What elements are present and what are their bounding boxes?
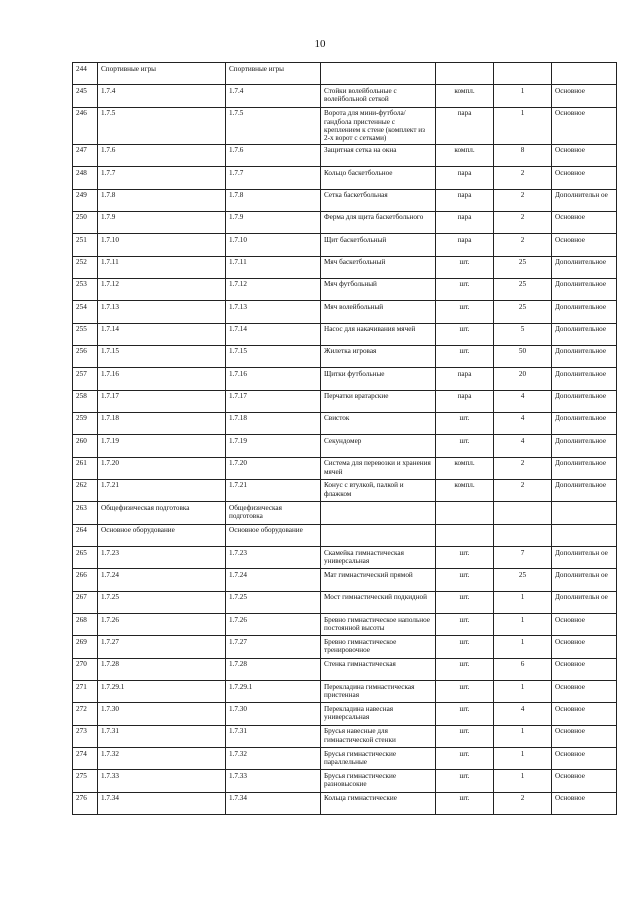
- row-number-cell: 247: [73, 144, 98, 166]
- quantity-cell: 1: [494, 770, 552, 792]
- item-code-cell: 1.7.31: [226, 725, 321, 747]
- unit-cell: пара: [436, 211, 494, 233]
- quantity-cell: 2: [494, 479, 552, 501]
- equipment-type-cell: [552, 524, 617, 546]
- equipment-type-cell: Основное: [552, 107, 617, 144]
- section-code-cell: 1.7.12: [98, 278, 226, 300]
- unit-cell: шт.: [436, 435, 494, 457]
- equipment-type-cell: Основное: [552, 770, 617, 792]
- row-number-cell: 260: [73, 435, 98, 457]
- item-name-cell: Перекладина гимнастическая пристенная: [321, 681, 436, 703]
- quantity-cell: 5: [494, 323, 552, 345]
- section-code-cell: 1.7.6: [98, 144, 226, 166]
- equipment-type-cell: Дополнительное: [552, 412, 617, 434]
- item-name-cell: Сетка баскетбольная: [321, 189, 436, 211]
- item-code-cell: 1.7.17: [226, 390, 321, 412]
- equipment-type-cell: Основное: [552, 167, 617, 189]
- unit-cell: пара: [436, 189, 494, 211]
- quantity-cell: 25: [494, 569, 552, 591]
- equipment-type-cell: [552, 502, 617, 524]
- table-row: [73, 748, 617, 770]
- unit-cell: шт.: [436, 412, 494, 434]
- row-number-cell: 269: [73, 636, 98, 658]
- table-row: [73, 107, 617, 144]
- equipment-type-cell: Основное: [552, 144, 617, 166]
- section-code-cell: 1.7.18: [98, 412, 226, 434]
- unit-cell: пара: [436, 234, 494, 256]
- item-name-cell: [321, 502, 436, 524]
- item-code-cell: 1.7.32: [226, 748, 321, 770]
- table-row: [73, 658, 617, 680]
- item-name-cell: Брусья гимнастические разновысокие: [321, 770, 436, 792]
- table-row: [73, 390, 617, 412]
- unit-cell: шт.: [436, 614, 494, 636]
- item-name-cell: Перчатки вратарские: [321, 390, 436, 412]
- quantity-cell: 6: [494, 658, 552, 680]
- equipment-type-cell: Дополнительное: [552, 435, 617, 457]
- unit-cell: шт.: [436, 591, 494, 613]
- row-number-cell: 271: [73, 681, 98, 703]
- section-code-cell: 1.7.23: [98, 547, 226, 569]
- item-name-cell: Перекладина навесная универсальная: [321, 703, 436, 725]
- section-code-cell: 1.7.28: [98, 658, 226, 680]
- equipment-type-cell: Основное: [552, 748, 617, 770]
- row-number-cell: 274: [73, 748, 98, 770]
- equipment-type-cell: [552, 63, 617, 85]
- quantity-cell: 25: [494, 301, 552, 323]
- page-number: 10: [314, 38, 326, 50]
- quantity-cell: 8: [494, 144, 552, 166]
- item-name-cell: Мяч волейбольный: [321, 301, 436, 323]
- unit-cell: шт.: [436, 792, 494, 814]
- row-number-cell: 264: [73, 524, 98, 546]
- table-row: [73, 167, 617, 189]
- item-code-cell: 1.7.4: [226, 85, 321, 107]
- table-row: [73, 457, 617, 479]
- item-code-cell: 1.7.24: [226, 569, 321, 591]
- equipment-type-cell: Дополнительн ое: [552, 189, 617, 211]
- item-name-cell: Ферма для щита баскетбольного: [321, 211, 436, 233]
- quantity-cell: 25: [494, 256, 552, 278]
- item-name-cell: Стойки волейбольные с волейбольной сеткой: [321, 85, 436, 107]
- table-row: [73, 234, 617, 256]
- table-row: [73, 636, 617, 658]
- unit-cell: шт.: [436, 681, 494, 703]
- quantity-cell: 25: [494, 278, 552, 300]
- quantity-cell: 20: [494, 368, 552, 390]
- unit-cell: компл.: [436, 85, 494, 107]
- table-row: [73, 144, 617, 166]
- quantity-cell: 1: [494, 107, 552, 144]
- item-name-cell: Бревно гимнастическое напольное постоянной высоты: [321, 614, 436, 636]
- item-name-cell: Мат гимнастический прямой: [321, 569, 436, 591]
- equipment-type-cell: Дополнительное: [552, 345, 617, 367]
- table-row: [73, 211, 617, 233]
- item-name-cell: Бревно гимнастическое тренировочное: [321, 636, 436, 658]
- table-row: [73, 547, 617, 569]
- item-name-cell: Защитная сетка на окна: [321, 144, 436, 166]
- section-code-cell: 1.7.13: [98, 301, 226, 323]
- section-code-cell: 1.7.25: [98, 591, 226, 613]
- item-code-cell: 1.7.14: [226, 323, 321, 345]
- table-row: [73, 345, 617, 367]
- quantity-cell: 4: [494, 435, 552, 457]
- section-code-cell: 1.7.14: [98, 323, 226, 345]
- equipment-type-cell: Основное: [552, 234, 617, 256]
- section-code-cell: 1.7.11: [98, 256, 226, 278]
- item-name-cell: Секундомер: [321, 435, 436, 457]
- item-code-cell: 1.7.13: [226, 301, 321, 323]
- item-name-cell: Свисток: [321, 412, 436, 434]
- equipment-type-cell: Основное: [552, 211, 617, 233]
- equipment-table: [72, 62, 617, 815]
- unit-cell: пара: [436, 390, 494, 412]
- unit-cell: шт.: [436, 323, 494, 345]
- row-number-cell: 255: [73, 323, 98, 345]
- equipment-type-cell: Дополнительное: [552, 368, 617, 390]
- item-code-cell: 1.7.11: [226, 256, 321, 278]
- item-code-cell: 1.7.5: [226, 107, 321, 144]
- unit-cell: шт.: [436, 569, 494, 591]
- row-number-cell: 262: [73, 479, 98, 501]
- item-name-cell: Стенка гимнастическая: [321, 658, 436, 680]
- table-row: [73, 256, 617, 278]
- unit-cell: компл.: [436, 144, 494, 166]
- unit-cell: [436, 502, 494, 524]
- row-number-cell: 253: [73, 278, 98, 300]
- table-row: [73, 524, 617, 546]
- item-name-cell: Конус с втулкой, палкой и флажком: [321, 479, 436, 501]
- equipment-type-cell: Основное: [552, 614, 617, 636]
- quantity-cell: 7: [494, 547, 552, 569]
- quantity-cell: 1: [494, 636, 552, 658]
- quantity-cell: 1: [494, 681, 552, 703]
- equipment-type-cell: Дополнительное: [552, 390, 617, 412]
- section-code-cell: 1.7.17: [98, 390, 226, 412]
- row-number-cell: 252: [73, 256, 98, 278]
- unit-cell: шт.: [436, 278, 494, 300]
- unit-cell: компл.: [436, 457, 494, 479]
- row-number-cell: 272: [73, 703, 98, 725]
- equipment-type-cell: Основное: [552, 681, 617, 703]
- table-row: [73, 725, 617, 747]
- quantity-cell: 2: [494, 234, 552, 256]
- quantity-cell: 2: [494, 457, 552, 479]
- row-number-cell: 263: [73, 502, 98, 524]
- equipment-type-cell: Дополнительное: [552, 479, 617, 501]
- equipment-type-cell: Основное: [552, 85, 617, 107]
- item-name-cell: Мяч баскетбольный: [321, 256, 436, 278]
- item-name-cell: Щитки футбольные: [321, 368, 436, 390]
- item-code-cell: 1.7.12: [226, 278, 321, 300]
- item-code-cell: 1.7.27: [226, 636, 321, 658]
- item-code-cell: 1.7.8: [226, 189, 321, 211]
- quantity-cell: 4: [494, 390, 552, 412]
- unit-cell: шт.: [436, 658, 494, 680]
- equipment-type-cell: Дополнительное: [552, 301, 617, 323]
- section-code-cell: 1.7.20: [98, 457, 226, 479]
- row-number-cell: 251: [73, 234, 98, 256]
- section-code-cell: 1.7.9: [98, 211, 226, 233]
- item-code-cell: 1.7.26: [226, 614, 321, 636]
- quantity-cell: 2: [494, 211, 552, 233]
- unit-cell: шт.: [436, 256, 494, 278]
- section-code-cell: 1.7.8: [98, 189, 226, 211]
- item-code-cell: 1.7.25: [226, 591, 321, 613]
- section-code-cell: 1.7.31: [98, 725, 226, 747]
- section-code-cell: 1.7.15: [98, 345, 226, 367]
- quantity-cell: 1: [494, 748, 552, 770]
- item-code-cell: 1.7.30: [226, 703, 321, 725]
- quantity-cell: 1: [494, 85, 552, 107]
- item-name-cell: Насос для накачивания мячей: [321, 323, 436, 345]
- section-code-cell: 1.7.4: [98, 85, 226, 107]
- item-code-cell: 1.7.18: [226, 412, 321, 434]
- quantity-cell: 1: [494, 614, 552, 636]
- table-row: [73, 591, 617, 613]
- item-code-cell: Основное оборудование: [226, 524, 321, 546]
- section-code-cell: 1.7.32: [98, 748, 226, 770]
- row-number-cell: 270: [73, 658, 98, 680]
- unit-cell: шт.: [436, 547, 494, 569]
- equipment-type-cell: Дополнительн ое: [552, 591, 617, 613]
- section-code-cell: 1.7.24: [98, 569, 226, 591]
- item-name-cell: Ворота для мини-футбола/гандбола пристенные с креплением к стене (комплект из 2-х ворот с сетками): [321, 107, 436, 144]
- item-code-cell: 1.7.21: [226, 479, 321, 501]
- table-row: [73, 63, 617, 85]
- unit-cell: [436, 524, 494, 546]
- table-row: [73, 569, 617, 591]
- section-code-cell: Спортивные игры: [98, 63, 226, 85]
- section-code-cell: 1.7.27: [98, 636, 226, 658]
- section-code-cell: Общефизическая подготовка: [98, 502, 226, 524]
- section-code-cell: 1.7.16: [98, 368, 226, 390]
- unit-cell: пара: [436, 368, 494, 390]
- unit-cell: [436, 63, 494, 85]
- equipment-type-cell: Дополнительн ое: [552, 569, 617, 591]
- equipment-type-cell: Дополнительное: [552, 323, 617, 345]
- table-row: [73, 502, 617, 524]
- row-number-cell: 266: [73, 569, 98, 591]
- item-code-cell: Общефизическая подготовка: [226, 502, 321, 524]
- row-number-cell: 248: [73, 167, 98, 189]
- table-row: [73, 435, 617, 457]
- item-name-cell: Щит баскетбольный: [321, 234, 436, 256]
- item-code-cell: 1.7.16: [226, 368, 321, 390]
- quantity-cell: 2: [494, 167, 552, 189]
- item-code-cell: 1.7.33: [226, 770, 321, 792]
- item-code-cell: 1.7.34: [226, 792, 321, 814]
- row-number-cell: 257: [73, 368, 98, 390]
- item-name-cell: Кольца гимнастические: [321, 792, 436, 814]
- equipment-type-cell: Основное: [552, 703, 617, 725]
- item-code-cell: 1.7.9: [226, 211, 321, 233]
- quantity-cell: 2: [494, 792, 552, 814]
- table-row: [73, 301, 617, 323]
- item-name-cell: Кольцо баскетбольное: [321, 167, 436, 189]
- row-number-cell: 250: [73, 211, 98, 233]
- table-row: [73, 278, 617, 300]
- unit-cell: шт.: [436, 636, 494, 658]
- row-number-cell: 261: [73, 457, 98, 479]
- unit-cell: пара: [436, 107, 494, 144]
- unit-cell: пара: [436, 167, 494, 189]
- equipment-type-cell: Основное: [552, 725, 617, 747]
- item-name-cell: Система для перевозки и хранения мячей: [321, 457, 436, 479]
- quantity-cell: 2: [494, 189, 552, 211]
- table-row: [73, 368, 617, 390]
- unit-cell: шт.: [436, 703, 494, 725]
- equipment-type-cell: Дополнительн ое: [552, 547, 617, 569]
- equipment-type-cell: Дополнительное: [552, 278, 617, 300]
- item-code-cell: 1.7.23: [226, 547, 321, 569]
- equipment-type-cell: Основное: [552, 636, 617, 658]
- row-number-cell: 267: [73, 591, 98, 613]
- section-code-cell: 1.7.7: [98, 167, 226, 189]
- table-row: [73, 770, 617, 792]
- equipment-type-cell: Основное: [552, 658, 617, 680]
- table-row: [73, 703, 617, 725]
- item-name-cell: Скамейка гимнастическая универсальная: [321, 547, 436, 569]
- table-row: [73, 479, 617, 501]
- section-code-cell: 1.7.34: [98, 792, 226, 814]
- unit-cell: шт.: [436, 748, 494, 770]
- row-number-cell: 245: [73, 85, 98, 107]
- table-row: [73, 681, 617, 703]
- row-number-cell: 258: [73, 390, 98, 412]
- section-code-cell: 1.7.29.1: [98, 681, 226, 703]
- item-code-cell: 1.7.7: [226, 167, 321, 189]
- table-row: [73, 412, 617, 434]
- row-number-cell: 246: [73, 107, 98, 144]
- row-number-cell: 275: [73, 770, 98, 792]
- section-code-cell: 1.7.33: [98, 770, 226, 792]
- row-number-cell: 244: [73, 63, 98, 85]
- quantity-cell: 50: [494, 345, 552, 367]
- item-name-cell: Брусья гимнастические параллельные: [321, 748, 436, 770]
- unit-cell: шт.: [436, 345, 494, 367]
- quantity-cell: 1: [494, 725, 552, 747]
- quantity-cell: [494, 524, 552, 546]
- item-code-cell: 1.7.10: [226, 234, 321, 256]
- item-code-cell: Спортивные игры: [226, 63, 321, 85]
- item-name-cell: [321, 63, 436, 85]
- row-number-cell: 259: [73, 412, 98, 434]
- row-number-cell: 265: [73, 547, 98, 569]
- item-code-cell: 1.7.29.1: [226, 681, 321, 703]
- item-name-cell: Мяч футбольный: [321, 278, 436, 300]
- section-code-cell: Основное оборудование: [98, 524, 226, 546]
- quantity-cell: 4: [494, 703, 552, 725]
- item-code-cell: 1.7.15: [226, 345, 321, 367]
- item-code-cell: 1.7.6: [226, 144, 321, 166]
- section-code-cell: 1.7.10: [98, 234, 226, 256]
- section-code-cell: 1.7.5: [98, 107, 226, 144]
- section-code-cell: 1.7.19: [98, 435, 226, 457]
- unit-cell: компл.: [436, 479, 494, 501]
- table-row: [73, 614, 617, 636]
- row-number-cell: 249: [73, 189, 98, 211]
- quantity-cell: 4: [494, 412, 552, 434]
- table-row: [73, 323, 617, 345]
- item-code-cell: 1.7.28: [226, 658, 321, 680]
- table-row: [73, 85, 617, 107]
- item-code-cell: 1.7.19: [226, 435, 321, 457]
- item-name-cell: Мост гимнастический подкидной: [321, 591, 436, 613]
- row-number-cell: 256: [73, 345, 98, 367]
- equipment-type-cell: Дополнительное: [552, 457, 617, 479]
- row-number-cell: 268: [73, 614, 98, 636]
- section-code-cell: 1.7.30: [98, 703, 226, 725]
- unit-cell: шт.: [436, 725, 494, 747]
- row-number-cell: 254: [73, 301, 98, 323]
- unit-cell: шт.: [436, 301, 494, 323]
- quantity-cell: [494, 63, 552, 85]
- item-name-cell: Жилетка игровая: [321, 345, 436, 367]
- item-name-cell: [321, 524, 436, 546]
- section-code-cell: 1.7.26: [98, 614, 226, 636]
- row-number-cell: 273: [73, 725, 98, 747]
- table-row: [73, 792, 617, 814]
- equipment-type-cell: Основное: [552, 792, 617, 814]
- quantity-cell: [494, 502, 552, 524]
- row-number-cell: 276: [73, 792, 98, 814]
- equipment-type-cell: Дополнительное: [552, 256, 617, 278]
- item-code-cell: 1.7.20: [226, 457, 321, 479]
- item-name-cell: Брусья навесные для гимнастической стенки: [321, 725, 436, 747]
- table-row: [73, 189, 617, 211]
- unit-cell: шт.: [436, 770, 494, 792]
- quantity-cell: 1: [494, 591, 552, 613]
- section-code-cell: 1.7.21: [98, 479, 226, 501]
